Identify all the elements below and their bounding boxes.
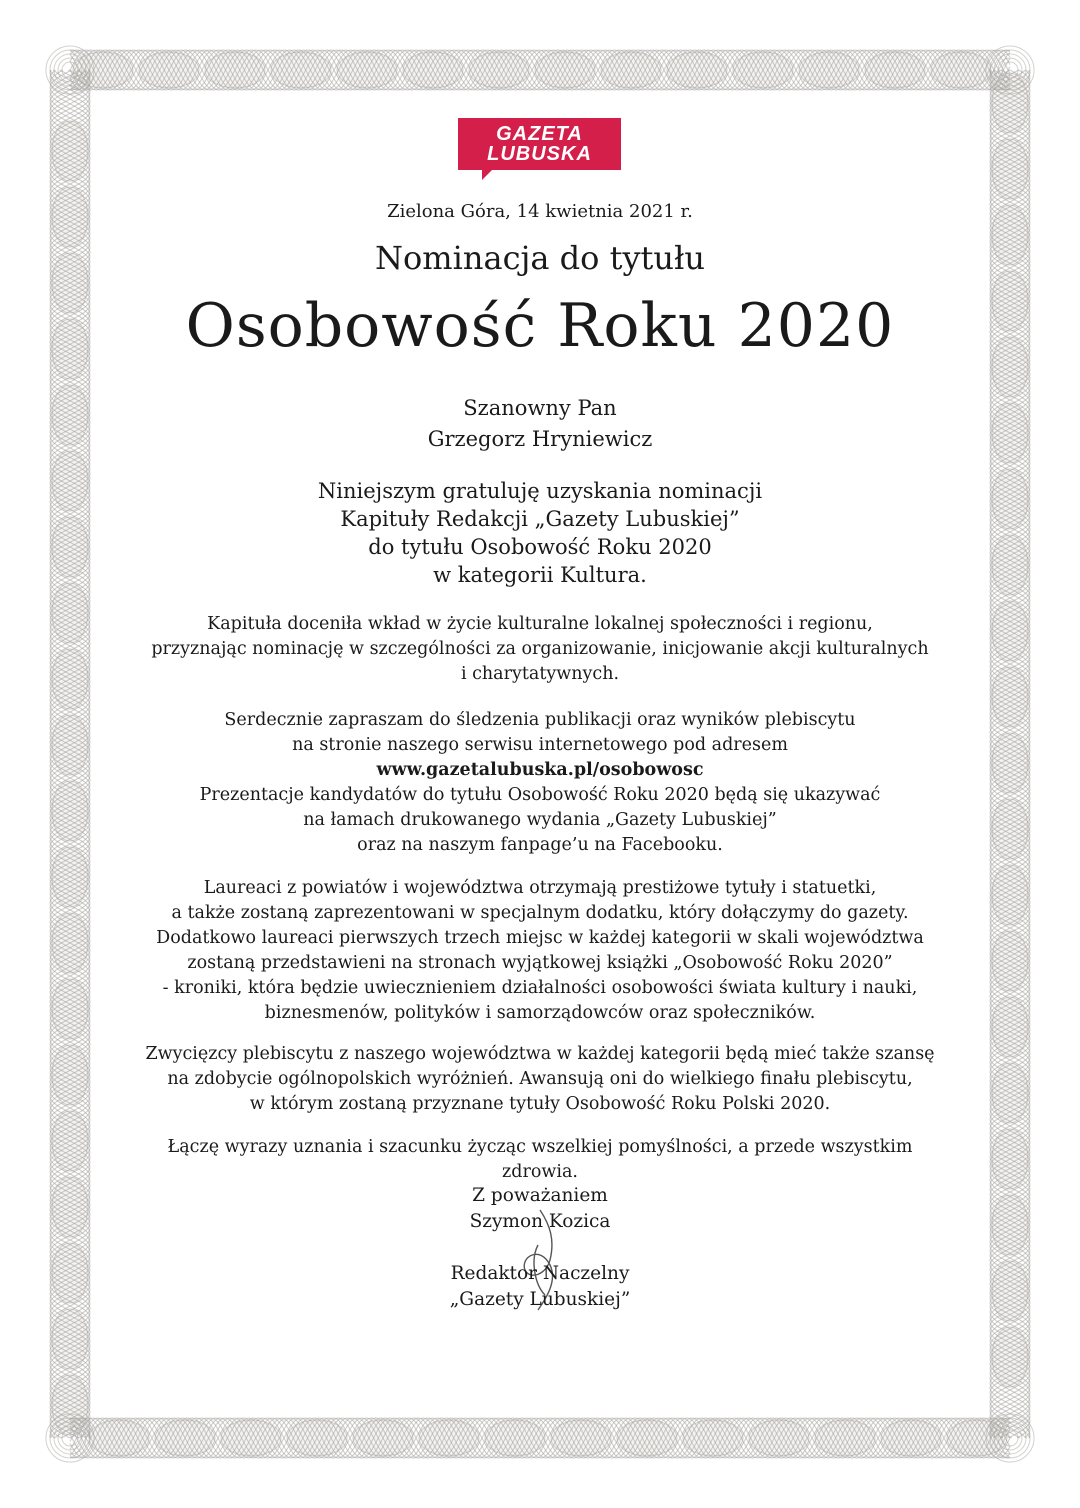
paragraph-line: biznesmenów, polityków i samorządowców oraz społeczników.: [264, 1003, 816, 1023]
website-url: www.gazetalubuska.pl/osobowosc: [376, 760, 704, 780]
paragraph-line: przyznając nominację w szczególności za organizowanie, inicjowanie akcji kulturalnych: [151, 639, 929, 659]
document-subtitle: Nominacja do tytułu: [375, 239, 705, 277]
closing-regards: Z poważaniem: [472, 1185, 608, 1206]
paragraph-line: Kapituła doceniła wkład w życie kulturalne lokalnej społeczności i regionu,: [207, 614, 873, 634]
paragraph-wishes: Łączę wyrazy uznania i szacunku życząc wszelkiej pomyślności, a przede wszystkim zdrowia.: [167, 1137, 913, 1182]
paragraph-line: Dodatkowo laureaci pierwszych trzech miejsc w każdej kategorii w skali województwa: [156, 928, 924, 948]
paragraph-laureates: [140, 876, 940, 1026]
paragraph-line: - kroniki, która będzie uwiecznieniem działalności osobowości świata kultury i nauki,: [162, 978, 918, 998]
paragraph-line: na zdobycie ogólnopolskich wyróżnień. Awansują oni do wielkiego finału plebiscytu,: [167, 1069, 913, 1089]
paragraph-line: Zwycięzcy plebiscytu z naszego województwa w każdej kategorii będą mieć także szansę: [145, 1044, 935, 1064]
gazeta-lubuska-logo: [458, 118, 621, 170]
paragraph-line: na stronie naszego serwisu internetowego pod adresem: [292, 735, 788, 755]
paragraph-line: i charytatywnych.: [460, 664, 620, 684]
paragraph-chapter-appreciation: [140, 612, 940, 687]
logo-line-1: GAZETA: [496, 123, 583, 145]
paragraph-line: zostaną przedstawieni na stronach wyjątkowej książki „Osobowość Roku 2020”: [187, 953, 893, 973]
editor-block: [140, 1261, 940, 1313]
document-date: Zielona Góra, 14 kwietnia 2021 r.: [387, 201, 693, 222]
lead-paragraph: [140, 477, 940, 589]
addressee-block: [140, 393, 940, 455]
paragraph-line: na łamach drukowanego wydania „Gazety Lubuskiej”: [303, 810, 777, 830]
paragraph-line: a także zostaną zaprezentowani w specjalnym dodatku, który dołączymy do gazety.: [171, 903, 909, 923]
editor-publication: „Gazety Lubuskiej”: [449, 1289, 631, 1310]
document-title: Osobowość Roku 2020: [185, 291, 895, 361]
lead-line: Niniejszym gratuluję uzyskania nominacji: [317, 479, 763, 503]
paragraph-winners: [140, 1042, 940, 1117]
logo-speech-tail: [482, 170, 492, 180]
lead-line: w kategorii Kultura.: [433, 563, 647, 587]
paragraph-line: Serdecznie zapraszam do śledzenia publikacji oraz wyników plebiscytu: [224, 710, 856, 730]
logo-line-2: LUBUSKA: [487, 143, 592, 165]
lead-line: do tytułu Osobowość Roku 2020: [368, 535, 712, 559]
paragraph-line: Prezentacje kandydatów do tytułu Osobowość Roku 2020 będą się ukazywać: [199, 785, 881, 805]
paragraph-invitation: [140, 708, 940, 858]
addressee-name: Grzegorz Hryniewicz: [427, 427, 653, 451]
paragraph-line: oraz na naszym fanpage’u na Facebooku.: [357, 835, 723, 855]
paragraph-line: Laureaci z powiatów i województwa otrzymają prestiżowe tytuły i statuetki,: [203, 878, 877, 898]
paragraph-line: w którym zostaną przyznane tytuły Osobowość Roku Polski 2020.: [249, 1094, 831, 1114]
signer-name: Szymon Kozica: [469, 1211, 611, 1232]
editor-role: Redaktor Naczelny: [450, 1263, 630, 1284]
lead-line: Kapituły Redakcji „Gazety Lubuskiej”: [340, 507, 740, 531]
addressee-salutation: Szanowny Pan: [463, 396, 617, 420]
